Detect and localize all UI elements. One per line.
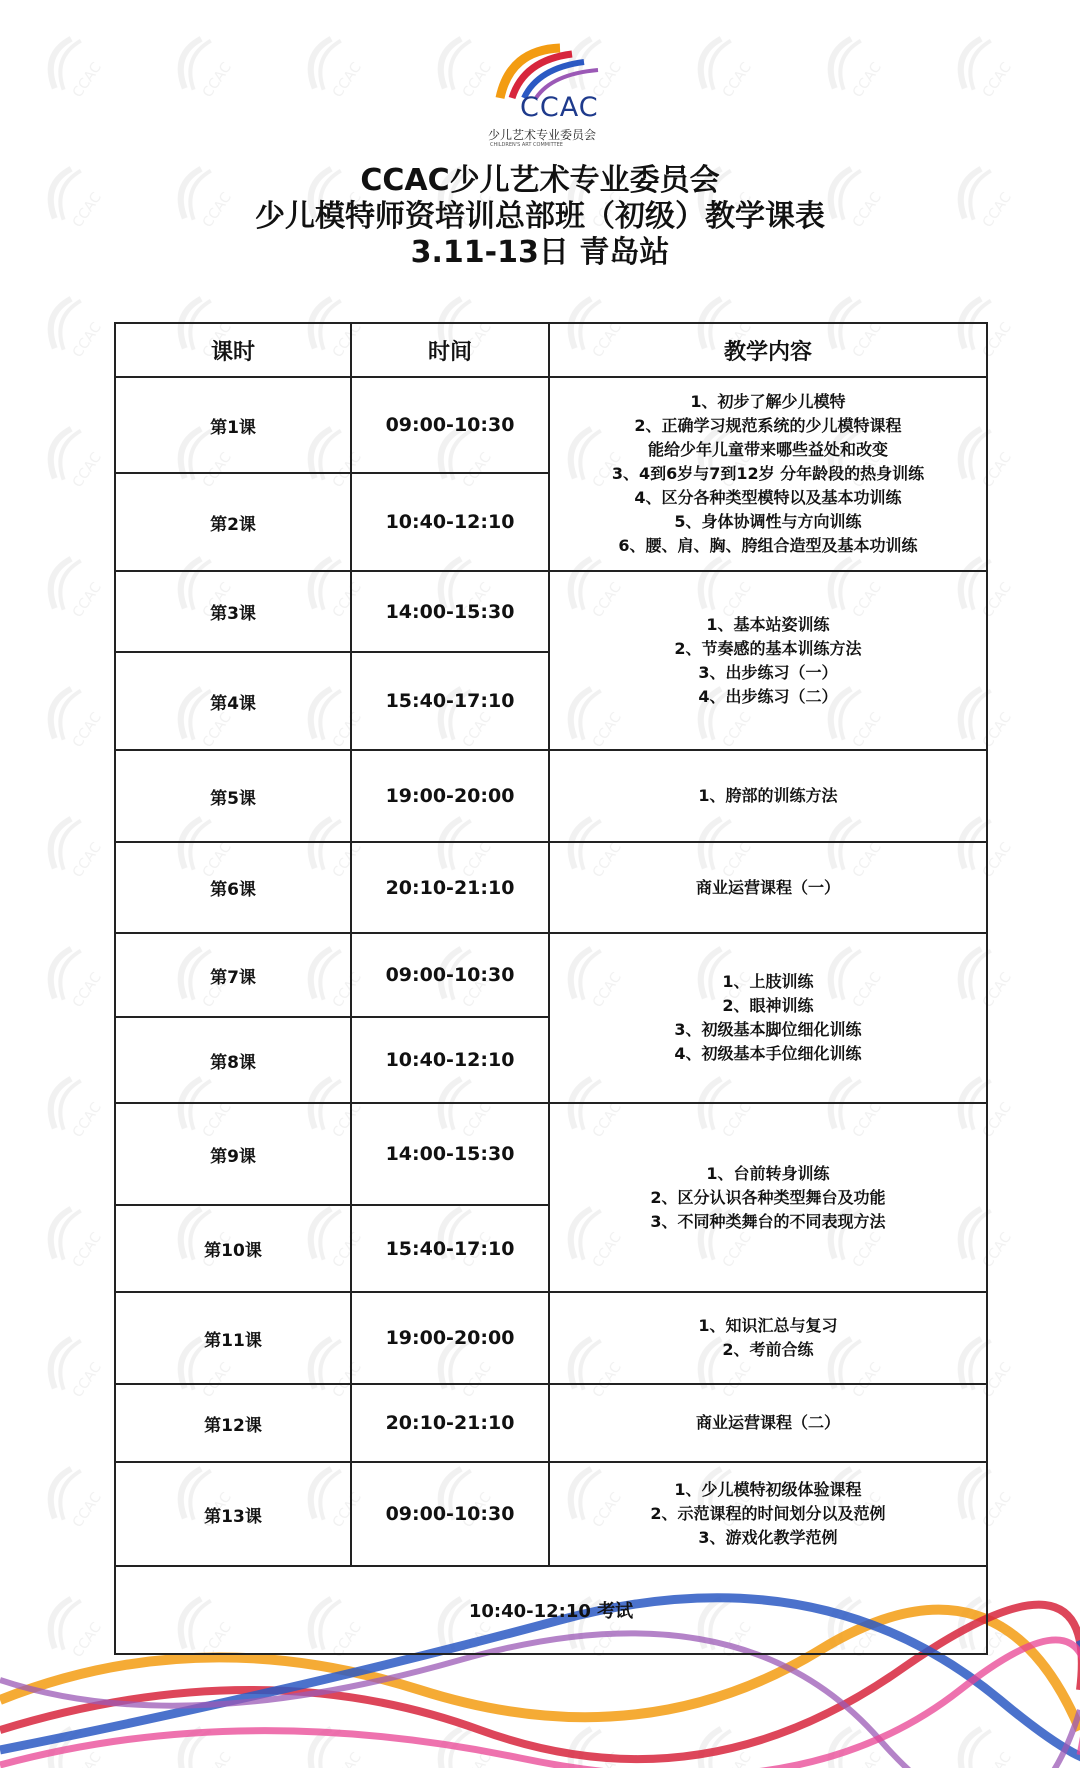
title-line-1: CCAC少儿艺术专业委员会 [360, 163, 720, 198]
lesson-cell: 第7课 [115, 933, 351, 1017]
time-cell: 09:00-10:30 [351, 933, 549, 1017]
time-cell: 20:10-21:10 [351, 1384, 549, 1462]
content-line: 1、初步了解少儿模特 [690, 392, 846, 411]
content-line: 3、初级基本脚位细化训练 [674, 1020, 862, 1039]
lesson-cell: 第2课 [115, 473, 351, 571]
time-cell: 10:40-12:10 [351, 473, 549, 571]
content-cell [549, 1292, 987, 1384]
time-cell: 19:00-20:00 [351, 1292, 549, 1384]
lesson-cell: 第4课 [115, 652, 351, 750]
content-line: 1、知识汇总与复习 [698, 1316, 838, 1335]
content-line: 4、出步练习（二） [698, 686, 838, 706]
content-cell [549, 933, 987, 1103]
time-cell: 15:40-17:10 [351, 1205, 549, 1292]
content-line: 1、台前转身训练 [706, 1163, 830, 1183]
header-content: 教学内容 [549, 323, 987, 377]
logo-arcs-icon [490, 40, 610, 100]
table-row [115, 933, 987, 1017]
table-row [115, 1384, 987, 1462]
time-cell: 09:00-10:30 [351, 1462, 549, 1566]
lesson-cell: 第5课 [115, 750, 351, 842]
content-cell [549, 842, 987, 933]
lesson-cell: 第1课 [115, 377, 351, 473]
content-line: 商业运营课程（二） [695, 1413, 840, 1432]
exam-cell: 10:40-12:10 考试 [115, 1566, 987, 1654]
logo-tiny-text: CHILDREN'S ART COMMITTEE [490, 142, 563, 148]
title-line-3: 3.11-13日 青岛站 [410, 235, 670, 270]
page-titles [0, 163, 1080, 271]
time-cell: 15:40-17:10 [351, 652, 549, 750]
title-line-2: 少儿模特师资培训总部班（初级）教学课表 [255, 199, 825, 234]
table-row [115, 377, 987, 473]
content-line: 4、初级基本手位细化训练 [674, 1044, 862, 1063]
lesson-cell: 第8课 [115, 1017, 351, 1103]
time-cell: 14:00-15:30 [351, 571, 549, 652]
content-line: 2、正确学习规范系统的少儿模特课程 [634, 416, 902, 435]
header-time: 时间 [351, 323, 549, 377]
content-cell [549, 1462, 987, 1566]
content-line: 1、少儿模特初级体验课程 [674, 1480, 862, 1499]
lesson-cell: 第3课 [115, 571, 351, 652]
table-row [115, 571, 987, 652]
time-cell: 09:00-10:30 [351, 377, 549, 473]
content-cell [549, 571, 987, 750]
content-cell [549, 377, 987, 571]
content-line: 3、游戏化教学范例 [698, 1528, 838, 1547]
schedule-table [114, 322, 988, 1655]
content-line: 3、出步练习（一） [698, 662, 838, 682]
time-cell: 10:40-12:10 [351, 1017, 549, 1103]
lesson-cell: 第10课 [115, 1205, 351, 1292]
content-line: 1、胯部的训练方法 [698, 786, 838, 805]
content-line: 3、4到6岁与7到12岁 分年龄段的热身训练 [611, 464, 925, 483]
content-cell [549, 1384, 987, 1462]
content-line: 2、节奏感的基本训练方法 [674, 638, 862, 658]
ccac-logo [480, 40, 620, 150]
content-line: 能给少年儿童带来哪些益处和改变 [647, 440, 888, 459]
lesson-cell: 第6课 [115, 842, 351, 933]
time-cell: 20:10-21:10 [351, 842, 549, 933]
table-row [115, 750, 987, 842]
logo-subtitle: 少儿艺术专业委员会 [488, 128, 597, 142]
table-row [115, 1292, 987, 1384]
content-line: 1、上肢训练 [722, 972, 814, 991]
content-line: 2、区分认识各种类型舞台及功能 [650, 1187, 886, 1207]
content-line: 5、身体协调性与方向训练 [674, 512, 862, 531]
table-header-row [115, 323, 987, 377]
table-row [115, 1103, 987, 1205]
content-line: 2、示范课程的时间划分以及范例 [650, 1504, 886, 1523]
lesson-cell: 第9课 [115, 1103, 351, 1205]
lesson-cell: 第13课 [115, 1462, 351, 1566]
lesson-cell: 第11课 [115, 1292, 351, 1384]
content-line: 2、考前合练 [722, 1340, 814, 1359]
content-cell [549, 750, 987, 842]
time-cell: 19:00-20:00 [351, 750, 549, 842]
content-line: 4、区分各种类型模特以及基本功训练 [634, 488, 902, 507]
content-line: 商业运营课程（一） [695, 877, 840, 897]
content-line: 6、腰、肩、胸、胯组合造型及基本功训练 [618, 536, 918, 555]
table-row [115, 1462, 987, 1566]
exam-row [115, 1566, 987, 1654]
content-line: 3、不同种类舞台的不同表现方法 [650, 1211, 886, 1231]
content-line: 1、基本站姿训练 [706, 614, 830, 634]
time-cell: 14:00-15:30 [351, 1103, 549, 1205]
lesson-cell: 第12课 [115, 1384, 351, 1462]
header-lesson: 课时 [115, 323, 351, 377]
content-line: 2、眼神训练 [722, 996, 814, 1015]
table-row [115, 842, 987, 933]
content-cell [549, 1103, 987, 1292]
logo-text: CCAC [520, 92, 599, 123]
